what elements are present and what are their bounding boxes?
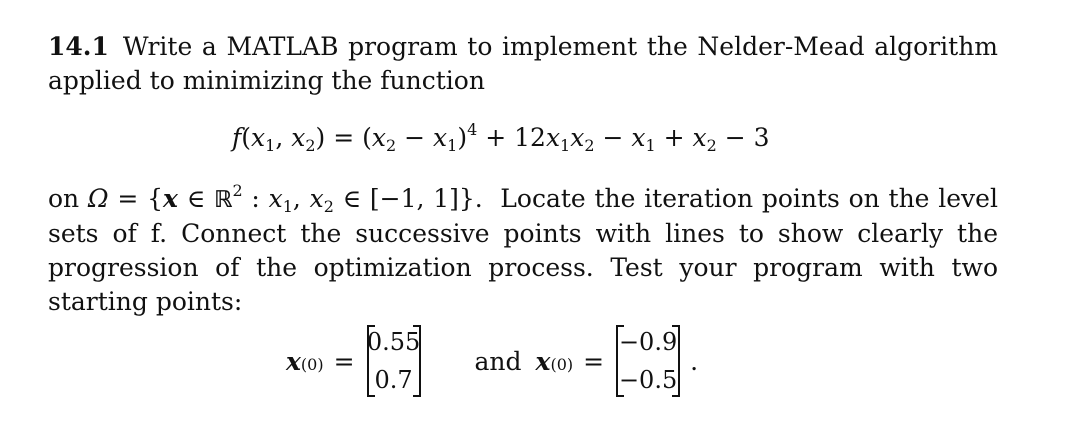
vector-entry: −0.5 bbox=[618, 366, 678, 394]
starting-point-2-vector bbox=[616, 325, 680, 397]
starting-point-1-label: x (0) bbox=[286, 346, 324, 376]
domain-set: = {x ∈ ℝ$^2$ : $x_1$, $x_2$ ∈ [−1, 1]}. bbox=[117, 181, 483, 216]
problem-intro: Write a MATLAB program to implement the Nelder-Mead algorithm applied to minimizing the function bbox=[48, 32, 998, 95]
connector-word: and bbox=[474, 346, 522, 376]
terminal-period: . bbox=[690, 346, 699, 376]
problem-number: 14.1 bbox=[48, 32, 109, 61]
problem-body bbox=[48, 182, 998, 319]
vector-entry: 0.7 bbox=[374, 366, 413, 394]
vector-entry: −0.9 bbox=[618, 328, 678, 356]
problem-statement bbox=[48, 30, 998, 98]
problem-body-text: Locate the iteration points on the level sets of f. Connect the successive points with lines to show clearly the progression of the optimization process. Test your program with two starting points: bbox=[48, 184, 998, 316]
vector-entry: 0.55 bbox=[366, 328, 421, 356]
starting-points: x (0) = 0.55 0.7 and x (0) = −0.9 −0.5 . bbox=[286, 322, 698, 400]
starting-point-2-label: x (0) bbox=[535, 346, 574, 376]
starting-point-1-vector bbox=[367, 325, 421, 397]
domain-symbol: Ω bbox=[87, 184, 109, 213]
objective-function-equation: $f(x_1$, $x_2) = (x_2 - x_1)^4 + 12x_1x_2 - x_1 + x_2 - 3$ bbox=[232, 120, 770, 155]
on-word: on bbox=[48, 184, 80, 213]
